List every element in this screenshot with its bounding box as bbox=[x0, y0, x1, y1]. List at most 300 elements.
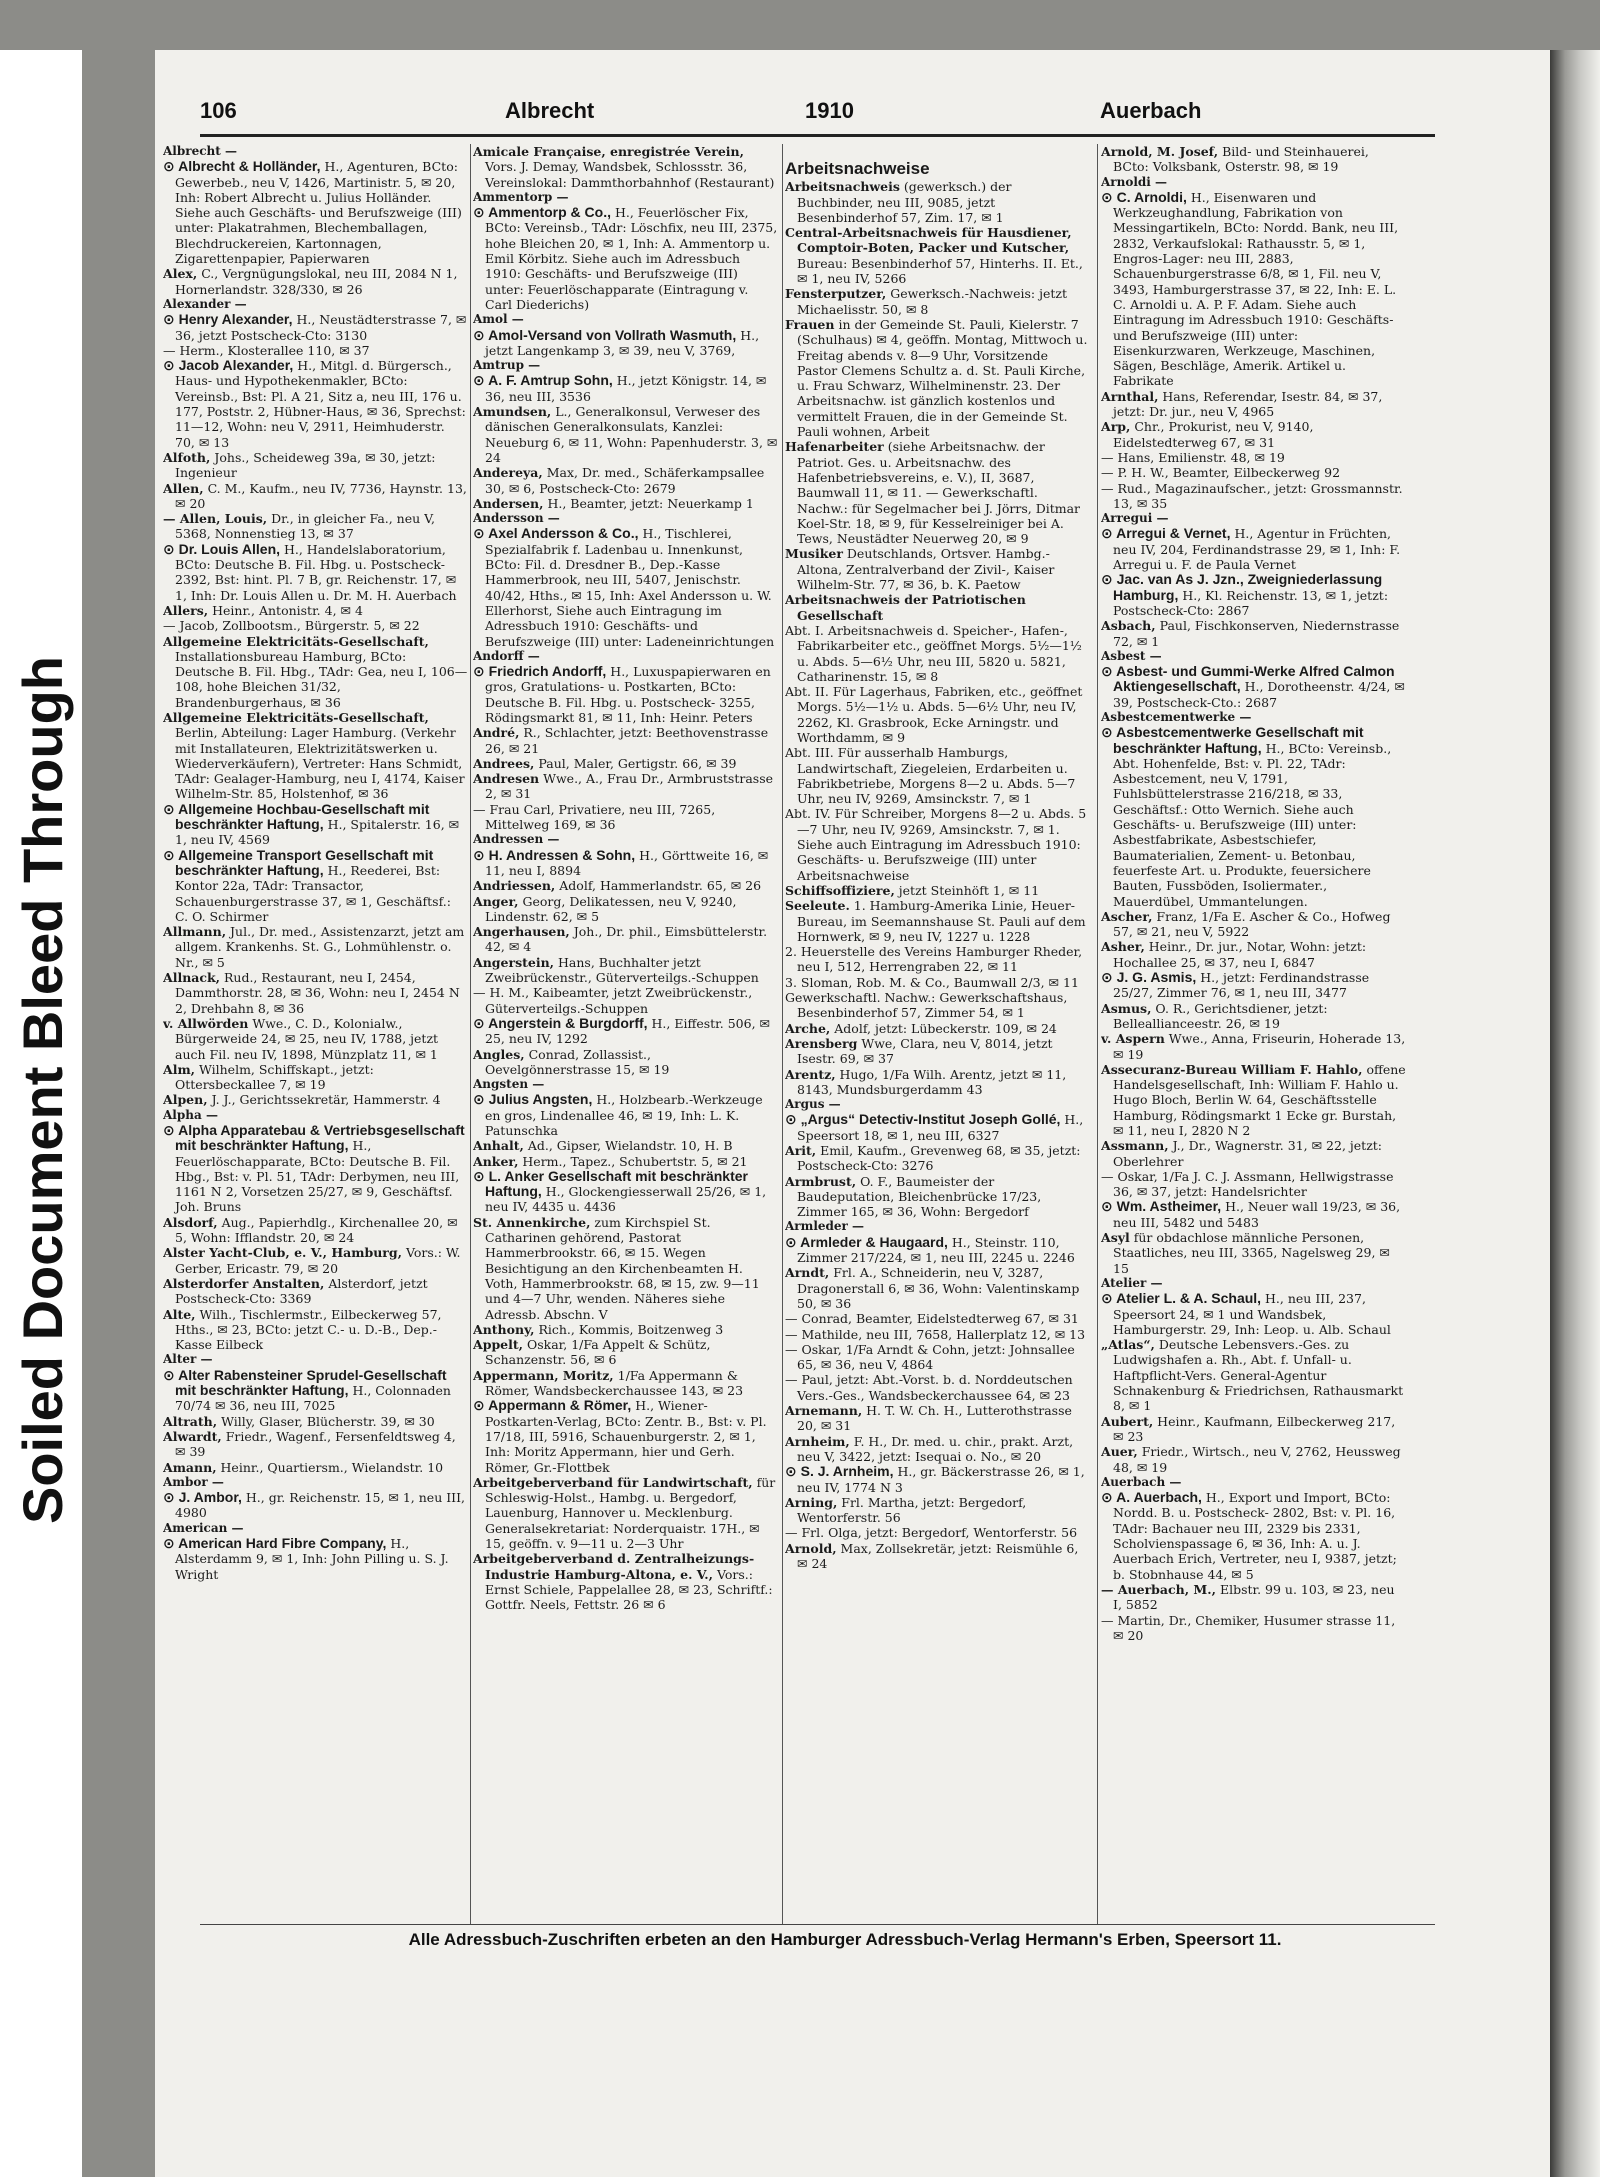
entry-name: ⊙ Allgemeine Hochbau-Gesellschaft mit beschränkter Haftung, bbox=[163, 800, 430, 833]
entry-heading: Arnoldi — bbox=[1101, 174, 1168, 189]
entry-details: H., Spitalerstr. 16, ✉ 1, neu IV, 4569 bbox=[175, 817, 460, 848]
entry-name: Arnemann, bbox=[785, 1403, 863, 1419]
entry-details: Emil, Kaufm., Grevenweg 68, ✉ 35, jetzt: Postscheck-Cto: 3276 bbox=[797, 1143, 1081, 1174]
entry-name: Arndt, bbox=[785, 1265, 830, 1281]
entry-details: L., Generalkonsul, Verweser des dänischen Generalkonsulats, Kanzlei: Neueburg 6, ✉ 11, Wohn: Papenhuderstr. 3, ✉ 24 bbox=[485, 404, 778, 465]
directory-entry bbox=[785, 806, 1090, 882]
entry-name: ⊙ J. G. Asmis, bbox=[1101, 969, 1197, 986]
entry-name: Arnold, M. Josef, bbox=[1101, 144, 1219, 159]
directory-entry bbox=[785, 1434, 1090, 1465]
entry-name: Central-Arbeitsnachweis für Hausdiener, Comptoir-Boten, Packer und Kutscher, bbox=[785, 225, 1072, 256]
directory-entry bbox=[473, 924, 778, 955]
entry-name: ⊙ S. J. Arnheim, bbox=[785, 1463, 894, 1480]
directory-entry bbox=[163, 1092, 468, 1107]
directory-entry bbox=[473, 848, 778, 879]
directory-entry bbox=[1101, 1169, 1406, 1200]
directory-entry bbox=[1101, 190, 1406, 389]
entry-details: Wilh., Tischlermstr., Eilbeckerweg 57, Hths., ✉ 23, BCto: jetzt C.- u. D.-B., Dep.-Kasse Eilbeck bbox=[175, 1306, 442, 1353]
entry-heading: Alpha — bbox=[163, 1107, 218, 1122]
entry-name: Arnheim, bbox=[785, 1433, 850, 1449]
header-year: 1910 bbox=[805, 98, 854, 123]
entry-name: Arnold, bbox=[785, 1540, 837, 1556]
entry-name: ⊙ Amol-Versand von Vollrath Wasmuth, bbox=[473, 326, 737, 343]
column-1 bbox=[163, 144, 468, 1924]
entry-name: ⊙ C. Arnoldi, bbox=[1101, 188, 1187, 205]
page-footer: Alle Adressbuch-Zuschriften erbeten an den Hamburger Adressbuch-Verlag Hermann's Erben, Speersort 11. bbox=[408, 1930, 1282, 1949]
directory-entry bbox=[785, 623, 1090, 684]
entry-details: H., Agenturen, BCto: Gewerbeb., neu V, 1426, Martinistr. 5, ✉ 20, Inh: Robert Albrecht u. Julius Holländer. Siehe auch Geschäfts- und Berufszweige (III) unter: Plakatrahmen, Blechemballagen, Blechdruckereien, Kartonnagen, Zigarettenpapier, Papierwaren bbox=[175, 159, 462, 267]
entry-name: Schiffsoffiziere, bbox=[785, 882, 895, 898]
entry-name: Arbeitgeberverband für Landwirtschaft, bbox=[473, 1474, 753, 1490]
directory-entry bbox=[473, 1475, 778, 1551]
entry-details: Herm., Tapez., Schubertstr. 5, ✉ 21 bbox=[518, 1153, 748, 1169]
entry-name: Anker, bbox=[473, 1153, 519, 1169]
directory-entry bbox=[163, 1429, 468, 1460]
directory-entry bbox=[163, 450, 468, 481]
entry-details: H., Steinstr. 110, Zimmer 217/224, ✉ 1, neu III, 2245 u. 2246 bbox=[797, 1234, 1075, 1266]
directory-entry bbox=[473, 1337, 778, 1368]
entry-name: ⊙ A. Auerbach, bbox=[1101, 1489, 1202, 1506]
entry-name: Frauen bbox=[785, 316, 835, 332]
entry-details: H., Luxuspapierwaren en gros, Gratulations- u. Postkarten, BCto: Deutsche B. Fil. Hbg. u. Postscheck- 3255, Rödingsmarkt 81, ✉ 11, Inh: Heinr. Peters bbox=[485, 664, 771, 725]
entry-name: Assmann, bbox=[1101, 1138, 1169, 1154]
entry-name: Arensberg bbox=[785, 1035, 858, 1051]
directory-entry bbox=[785, 975, 1090, 990]
column-rule bbox=[470, 144, 471, 1924]
directory-entry bbox=[163, 1490, 468, 1521]
entry-details: — Paul, jetzt: Abt.-Vorst. b. d. Norddeutschen Vers.-Ges., Wandsbeckerchaussee 64, ✉ 23 bbox=[785, 1372, 1073, 1403]
entry-name: ⊙ Alter Rabensteiner Sprudel-Gesellschaft mit beschränkter Haftung, bbox=[163, 1366, 447, 1399]
entry-details: H., Beamter, jetzt: Neuerkamp 1 bbox=[543, 495, 754, 511]
side-label: Soiled Document Bleed Through bbox=[11, 655, 74, 1525]
directory-entry bbox=[163, 511, 468, 542]
directory-entry bbox=[785, 286, 1090, 317]
entry-details: 1. Hamburg-Amerika Linie, Heuer-Bureau, im Seemannshause St. Pauli auf dem Hornwerk, ✉ 9, neu IV, 1227 u. 1228 bbox=[797, 898, 1086, 944]
directory-entry bbox=[163, 343, 468, 358]
entry-details: H., Feuerlöscher Fix, BCto: Vereinsb., TAdr: Löschfix, neu III, 2375, hohe Bleichen 20, ✉ 1, Inh: A. Ammentorp u. Emil Körbitz. Siehe auch im Adressbuch 1910: Geschäfts- und Berufszweige (III) unter: Feuerlöschapparate (Eintragung v. Carl Diederichs) bbox=[485, 205, 778, 312]
directory-entry bbox=[1101, 664, 1406, 710]
entry-details: H., Dorotheenstr. 4/24, ✉ 39, Postscheck-Cto.: 2687 bbox=[1113, 679, 1405, 710]
entry-heading: Alexander — bbox=[163, 296, 247, 311]
directory-entry bbox=[785, 944, 1090, 975]
entry-details: Wwe., Anna, Friseurin, Hoherade 13, ✉ 19 bbox=[1113, 1031, 1406, 1062]
entry-details: — Frl. Olga, jetzt: Bergedorf, Wentorferstr. 56 bbox=[785, 1525, 1078, 1541]
entry-name: ⊙ Jacob Alexander, bbox=[163, 357, 294, 374]
directory-entry bbox=[785, 1036, 1090, 1067]
entry-name: Anger, bbox=[473, 893, 519, 909]
entry-details: Jul., Dr. med., Assistenzarzt, jetzt am allgem. Krankenhs. St. G., Lohmühlenstr. o. Nr., ✉ 5 bbox=[175, 924, 465, 970]
directory-entry bbox=[473, 771, 778, 802]
page-edge-shadow bbox=[1550, 50, 1600, 2177]
directory-entry bbox=[1101, 939, 1406, 970]
entry-details: Rud., Restaurant, neu I, 2454, Dammthorstr. 28, ✉ 36, Wohn: neu I, 2454 N 2, Drehbahn 8, ✉ 36 bbox=[175, 970, 460, 1016]
entry-name: Alte, bbox=[163, 1306, 196, 1322]
entry-name: ⊙ Asbest- und Gummi-Werke Alfred Calmon Aktiengesellschaft, bbox=[1101, 663, 1395, 695]
header-right-word: Auerbach bbox=[1100, 98, 1202, 123]
entry-details: — Oskar, 1/Fa Arndt & Cohn, jetzt: Johnsallee 65, ✉ 36, neu V, 4864 bbox=[785, 1341, 1075, 1373]
entry-details: Berlin, Abteilung: Lager Hamburg. (Verkehr mit Installateuren, Elektrizitätswerken u. Wiederverkäufern), Vertreter: Hans Schmidt, TAdr: Gealager-Hamburg, neu I, 4174, Kaiser Wilhelm-Str. 85, Holstenhof, ✉ 36 bbox=[175, 725, 465, 802]
entry-details: Willy, Glaser, Blücherstr. 39, ✉ 30 bbox=[217, 1413, 435, 1429]
entry-details: — H. M., Kaibeamter, jetzt Zweibrückenstr., Güterverteilgs.-Schuppen bbox=[473, 985, 753, 1016]
directory-entry bbox=[473, 756, 778, 771]
entry-details: Wilhelm, Schiffskapt., jetzt: Ottersbeckallee 7, ✉ 19 bbox=[175, 1061, 374, 1093]
entry-name: Anthony, bbox=[473, 1321, 535, 1337]
entry-details: H., gr. Reichenstr. 15, ✉ 1, neu III, 4980 bbox=[175, 1490, 466, 1521]
directory-entry bbox=[163, 358, 468, 450]
entry-details: C. M., Kaufm., neu IV, 7736, Haynstr. 13, ✉ 20 bbox=[175, 480, 467, 511]
entry-details: — Mathilde, neu III, 7658, Hallerplatz 12, ✉ 13 bbox=[785, 1326, 1086, 1342]
header-rule bbox=[200, 134, 1435, 137]
directory-entry bbox=[473, 1551, 778, 1612]
entry-name: Amann, bbox=[163, 1459, 217, 1475]
entry-details: Friedr., Wagenf., Fersenfeldtsweg 4, ✉ 39 bbox=[175, 1428, 456, 1460]
directory-entry bbox=[785, 898, 1090, 944]
directory-entry bbox=[1101, 465, 1406, 480]
directory-entry bbox=[473, 1092, 778, 1138]
entry-name: Angerstein, bbox=[473, 954, 555, 970]
directory-entry bbox=[473, 1016, 778, 1047]
entry-details: Oskar, 1/Fa Appelt & Schütz, Schanzenstr. 56, ✉ 6 bbox=[485, 1337, 711, 1368]
side-banner bbox=[0, 50, 82, 2177]
directory-entry bbox=[473, 955, 778, 986]
directory-entry bbox=[163, 312, 468, 343]
directory-entry bbox=[163, 618, 468, 633]
entry-name: Arentz, bbox=[785, 1066, 836, 1082]
entry-details: Wwe, Clara, neu V, 8014, jetzt Isestr. 69, ✉ 37 bbox=[797, 1035, 1053, 1067]
directory-entry bbox=[473, 526, 778, 648]
directory-entry bbox=[785, 1541, 1090, 1572]
entry-name: ⊙ Ammentorp & Co., bbox=[473, 204, 611, 221]
entry-details: H., Alsterdamm 9, ✉ 1, Inh: John Pilling u. S. J. Wright bbox=[175, 1536, 449, 1582]
directory-entry bbox=[1101, 1414, 1406, 1445]
entry-name: Allnack, bbox=[163, 970, 221, 986]
entry-name: Alster Yacht-Club, e. V., Hamburg, bbox=[163, 1245, 402, 1261]
entry-name: Andrees, bbox=[473, 755, 535, 771]
entry-name: Hafenarbeiter bbox=[785, 439, 884, 455]
entry-name: Andersen, bbox=[473, 495, 544, 511]
entry-details: Abt. I. Arbeitsnachweis d. Speicher-, Hafen-, Fabrikarbeiter etc., geöffnet Morgs. 5½—1½ u. Abds. 5—6½ Uhr, neu III, 5820 u. 5821, Catharinenstr. 15, ✉ 8 bbox=[785, 622, 1082, 684]
entry-name: Alex, bbox=[163, 266, 198, 282]
directory-entry bbox=[163, 1307, 468, 1353]
directory-entry bbox=[1101, 725, 1406, 909]
directory-entry bbox=[1101, 1490, 1406, 1582]
directory-entry bbox=[473, 985, 778, 1016]
directory-entry bbox=[473, 802, 778, 833]
entry-heading: Ambor — bbox=[163, 1474, 224, 1489]
entry-details: (siehe Arbeitsnachw. der Patriot. Ges. u. Arbeitsnachw. des Hafenbetriebsvereins, e. V.), II, 3687, Baumwall 11, ✉ 11. — Gewerkschaftl. Nachw.: für Segelmacher bei J. Jörrs, Ditmar Koel-Str. 18, ✉ 9, für Kesselreiniger bei A. Tews, Neustädter Neuerweg 20, ✉ 9 bbox=[797, 439, 1081, 547]
directory-entry bbox=[1101, 419, 1406, 450]
entry-heading: Argus — bbox=[785, 1097, 841, 1112]
directory-entry bbox=[785, 546, 1090, 592]
directory-entry bbox=[1101, 1582, 1406, 1613]
directory-entry bbox=[163, 710, 468, 802]
entry-details: Installationsbureau Hamburg, BCto: Deutsche B. Fil. Hbg., TAdr: Gea, neu I, 106—108, hohe Bleichen 31/32, Brandenburgerhaus, ✉ 36 bbox=[175, 648, 468, 710]
entry-details: Wwe., A., Frau Dr., Armbruststrasse 2, ✉ 31 bbox=[485, 771, 774, 802]
directory-entry bbox=[473, 878, 778, 893]
entry-heading: American — bbox=[163, 1520, 244, 1535]
entry-details: H., BCto: Vereinsb., Abt. Hohenfelde, Bst: v. Pl. 22, TAdr: Asbestcement, neu V, 1791, Fuhlsbüttelerstrasse 216/218, ✉ 33, Geschäftsf.: Otto Wernich. Siehe auch Geschäfts- u. Berufszweige (III) unter: Asbestfabrikate, Asbestschiefer, Baumaterialien, Zement- u. Betonbau, feuerfeste Art. u. Produkte, feuersichere Bauten, Fussböden, Isoliermater., Mauerdübel, Ummantelungen. bbox=[1113, 740, 1392, 909]
entry-name: — Auerbach, M., bbox=[1101, 1581, 1216, 1597]
entry-name: Armbrust, bbox=[785, 1173, 857, 1189]
directory-entry bbox=[785, 1265, 1090, 1311]
directory-entry bbox=[785, 1112, 1090, 1143]
entry-details: H., Mitgl. d. Bürgersch., Haus- und Hypothekenmakler, BCto: Vereinsb., Bst: Pl. A 21, Sitz a, neu III, 176 u. 177, Poststr. 2, Hübner-Haus, ✉ 36, Sprechst: 11—12, Wohn: neu V, 2911, Heimhuderstr. 70, ✉ 13 bbox=[175, 358, 466, 450]
directory-entry bbox=[1101, 1199, 1406, 1230]
directory-entry bbox=[785, 225, 1090, 286]
entry-details: Paul, Maler, Gertigstr. 66, ✉ 39 bbox=[534, 755, 737, 771]
entry-details: H., Görttweite 16, ✉ 11, neu I, 8894 bbox=[485, 847, 769, 878]
directory-entry bbox=[473, 404, 778, 465]
entry-details: zum Kirchspiel St. Catharinen gehörend, Pastorat Hammerbrookstr. 66, ✉ 15. Wegen Besichtigung an den Kirchenbeamten H. Voth, Hammerbrookstr. 68, ✉ 15, zw. 9—11 und 4—7 Uhr, wenden. Näheres siehe Adressb. Abschn. V bbox=[485, 1214, 760, 1322]
entry-name: ⊙ Albrecht & Holländer, bbox=[163, 158, 321, 175]
entry-details: — Hans, Emilienstr. 48, ✉ 19 bbox=[1101, 449, 1285, 465]
entry-details: H., Export und Import, BCto: Nordd. B. u. Postscheck- 2802, Bst: v. Pl. 16, TAdr: Bachauer neu III, 2329 bis 2331, Scholvienspassage 6, ✉ 36, Inh: A. u. J. Auerbach Erich, Vertreter, neu I, 9387, jetzt; b. Stobnhause 44, ✉ 5 bbox=[1113, 1490, 1397, 1582]
directory-entry bbox=[785, 1021, 1090, 1036]
entry-name: „Atlas“, bbox=[1101, 1337, 1155, 1353]
entry-details: J., Dr., Wagnerstr. 31, ✉ 22, jetzt: Oberlehrer bbox=[1113, 1138, 1383, 1169]
directory-entry bbox=[473, 1047, 778, 1078]
directory-entry bbox=[473, 373, 778, 404]
directory-entry bbox=[473, 1215, 778, 1322]
entry-details: H., Eiffestr. 506, ✉ 25, neu IV, 1292 bbox=[485, 1015, 771, 1047]
entry-name: Alfoth, bbox=[163, 449, 211, 465]
entry-name: Seeleute. bbox=[785, 898, 850, 914]
directory-entry bbox=[785, 1067, 1090, 1098]
directory-entry bbox=[163, 1245, 468, 1276]
directory-entry bbox=[473, 465, 778, 496]
entry-name: Altrath, bbox=[163, 1413, 218, 1429]
entry-name: ⊙ Angerstein & Burgdorff, bbox=[473, 1014, 648, 1031]
entry-details: — Frau Carl, Privatiere, neu III, 7265, Mittelweg 169, ✉ 36 bbox=[473, 801, 716, 833]
column-rule bbox=[1097, 144, 1098, 1924]
entry-details: Hans, Buchhalter jetzt Zweibrückenstr., Güterverteilgs.-Schuppen bbox=[485, 954, 759, 986]
entry-details: Heinr., Kaufmann, Eilbeckerweg 217, ✉ 23 bbox=[1113, 1413, 1396, 1444]
directory-entry bbox=[473, 1398, 778, 1474]
entry-heading: Asbestcementwerke — bbox=[1101, 709, 1252, 724]
directory-entry bbox=[473, 725, 778, 756]
entry-details: Chr., Prokurist, neu V, 9140, Eidelstedterweg 67, ✉ 31 bbox=[1113, 419, 1314, 450]
directory-entry bbox=[163, 1460, 468, 1475]
entry-name: Anhalt, bbox=[473, 1138, 524, 1154]
entry-name: Arbeitgeberverband d. Zentralheizungs-Industrie Hamburg-Altona, e. V., bbox=[473, 1551, 755, 1582]
directory-entry bbox=[163, 1062, 468, 1093]
entry-name: Allers, bbox=[163, 602, 209, 618]
entry-details: jetzt Steinhöft 1, ✉ 11 bbox=[894, 882, 1040, 898]
entry-details: H., gr. Bäckerstrasse 26, ✉ 1, neu IV, 1774 N 3 bbox=[797, 1464, 1085, 1495]
entry-details: Hugo, 1/Fa Wilh. Arentz, jetzt ✉ 11, 8143, Mundsburgerdamm 43 bbox=[797, 1066, 1067, 1097]
entry-details: C., Vergnügungslokal, neu III, 2084 N 1, Hornerlandstr. 328/330, ✉ 26 bbox=[175, 266, 458, 297]
entry-details: Abt. III. Für ausserhalb Hamburgs, Landwirtschaft, Ziegeleien, Erdarbeiten u. Fabrikbetriebe, Morgens 8—2 u. Abds. 5—7 Uhr, neu IV, 9269, Amsinckstr. 7, ✉ 1 bbox=[785, 745, 1076, 807]
entry-name: Arning, bbox=[785, 1494, 838, 1510]
entry-details: H., Neuer wall 19/23, ✉ 36, neu III, 5482 und 5483 bbox=[1113, 1199, 1401, 1230]
entry-name: ⊙ „Argus“ Detectiv-Institut Joseph Gollé, bbox=[785, 1111, 1061, 1128]
entry-details: H. T. W. Ch. H., Lutterothstrasse 20, ✉ 31 bbox=[797, 1403, 1072, 1434]
directory-entry bbox=[473, 1154, 778, 1169]
entry-details: O. F., Baumeister der Baudeputation, Bleichenbrücke 17/23, Zimmer 165, ✉ 36, Wohn: Bergedorf bbox=[797, 1173, 1042, 1220]
directory-entry bbox=[1101, 572, 1406, 618]
entry-details: 1/Fa Appermann & Römer, Wandsbeckerchaussee 143, ✉ 23 bbox=[485, 1367, 744, 1399]
entry-heading: Alter — bbox=[163, 1352, 213, 1367]
directory-entry bbox=[785, 1525, 1090, 1540]
directory-entry bbox=[473, 894, 778, 925]
entry-name: Appelt, bbox=[473, 1337, 524, 1353]
column-3 bbox=[785, 144, 1090, 1924]
directory-entry bbox=[785, 1327, 1090, 1342]
entry-details: (gewerksch.) der Buchbinder, neu III, 9085, jetzt Besenbinderhof 57, Zim. 17, ✉ 1 bbox=[797, 179, 1012, 225]
directory-entry bbox=[473, 1368, 778, 1399]
entry-details: Heinr., Antonistr. 4, ✉ 4 bbox=[208, 602, 363, 618]
entry-name: ⊙ Appermann & Römer, bbox=[473, 1397, 632, 1414]
entry-name: Andriessen, bbox=[473, 878, 556, 894]
entry-details: H., Feuerlöschapparate, BCto: Deutsche B. Fil. Hbg., Bst: v. Pl. 51, TAdr: Derbymen, neu III, 1161 N 2, Vorsetzen 25/27, ✉ 9, Geschäftsf. Joh. Bruns bbox=[175, 1138, 460, 1215]
document-page bbox=[155, 50, 1550, 2177]
entry-name: Amicale Française, enregistrée Verein, bbox=[473, 144, 744, 159]
entry-details: Gewerksch.-Nachweis: jetzt Michaelisstr. 50, ✉ 8 bbox=[797, 286, 1067, 317]
entry-name: Arbeitsnachweis bbox=[785, 179, 900, 195]
entry-details: in der Gemeinde St. Pauli, Kielerstr. 7 (Schulhaus) ✉ 4, geöffn. Montag, Mittwoch u. Freitag abends v. 8—9 Uhr, Vorsitzende Pastor Clemens Schultz a. d. St. Pauli Kirche, u. Frau Schwarz, Wilhelminenstr. 23. Der Arbeitsnachw. ist gänzlich kostenlos und vermittelt Frauen, die in der Gemeinde St. Pauli wohnen, Arbeit bbox=[797, 316, 1088, 440]
directory-entry bbox=[163, 1276, 468, 1307]
entry-name: Amundsen, bbox=[473, 404, 552, 420]
entry-details: Bild- und Steinhauerei, BCto: Volksbank, Osterstr. 98, ✉ 19 bbox=[1113, 144, 1369, 175]
entry-name: Alsterdorfer Anstalten, bbox=[163, 1275, 325, 1291]
entry-details: H., jetzt Langenkamp 3, ✉ 39, neu V, 3769, bbox=[485, 327, 760, 358]
entry-heading: Andersson — bbox=[473, 511, 560, 526]
entry-details: Gewerkschaftl. Nachw.: Gewerkschaftshaus, Besenbinderhof 57, Zimmer 54, ✉ 1 bbox=[785, 990, 1068, 1021]
entry-details: H., jetzt Königstr. 14, ✉ 36, neu III, 3536 bbox=[485, 373, 767, 404]
directory-entry bbox=[473, 144, 778, 190]
entry-details: H., jetzt: Ferdinandstrasse 25/27, Zimmer 76, ✉ 1, neu III, 3477 bbox=[1113, 970, 1370, 1001]
entry-name: Angles, bbox=[473, 1046, 525, 1062]
entry-name: Allen, bbox=[163, 480, 204, 496]
directory-entry bbox=[1101, 526, 1406, 572]
entry-details: — P. H. W., Beamter, Eilbeckerweg 92 bbox=[1101, 465, 1341, 481]
entry-details: Frl. A., Schneiderin, neu V, 3287, Dragonerstall 6, ✉ 36, Wohn: Valentinskamp 50, ✉ 36 bbox=[797, 1265, 1080, 1311]
entry-name: ⊙ Julius Angsten, bbox=[473, 1091, 593, 1108]
entry-name: Asyl bbox=[1101, 1230, 1130, 1246]
entry-details: Deutsche Lebensvers.-Ges. zu Ludwigshafen a. Rh., Abt. f. Unfall- u. Haftpflicht-Vers. General-Agentur Schnakenburg & Friedrichsen, Rathausmarkt 8, ✉ 1 bbox=[1113, 1337, 1404, 1414]
entry-name: ⊙ Armleder & Haugaard, bbox=[785, 1233, 948, 1250]
directory-entry bbox=[163, 802, 468, 848]
entry-name: v. Aspern bbox=[1101, 1031, 1165, 1047]
entry-details: — Herm., Klosterallee 110, ✉ 37 bbox=[163, 342, 370, 358]
directory-entry bbox=[163, 1123, 468, 1215]
directory-entry bbox=[785, 1464, 1090, 1495]
directory-entry bbox=[1101, 618, 1406, 649]
column-4 bbox=[1101, 144, 1406, 1924]
entry-name: ⊙ American Hard Fibre Company, bbox=[163, 1535, 387, 1552]
directory-entry bbox=[163, 1215, 468, 1246]
entry-name: Arp, bbox=[1101, 419, 1131, 435]
entry-name: Arit, bbox=[785, 1143, 817, 1158]
entry-details: Heinr., Quartiersm., Wielandstr. 10 bbox=[216, 1459, 444, 1475]
entry-name: Appermann, Moritz, bbox=[473, 1367, 614, 1383]
directory-entry bbox=[473, 1138, 778, 1153]
directory-entry bbox=[163, 266, 468, 297]
entry-name: André, bbox=[473, 725, 520, 741]
entry-name: Allgemeine Elektricitäts-Gesellschaft, bbox=[163, 709, 429, 725]
directory-entry bbox=[473, 664, 778, 725]
entry-details: Friedr., Wirtsch., neu V, 2762, Heussweg 48, ✉ 19 bbox=[1113, 1444, 1401, 1475]
directory-entry bbox=[785, 1495, 1090, 1526]
directory-entry bbox=[1101, 450, 1406, 465]
entry-name: ⊙ J. Ambor, bbox=[163, 1489, 242, 1506]
entry-details: Hans, Referendar, Isestr. 84, ✉ 37, jetzt: Dr. jur., neu V, 4965 bbox=[1113, 388, 1383, 420]
header-left-word: Albrecht bbox=[505, 98, 595, 123]
entry-name: — Allen, Louis, bbox=[163, 511, 268, 527]
entry-name: Musiker bbox=[785, 546, 843, 562]
entry-name: ⊙ Wm. Astheimer, bbox=[1101, 1198, 1222, 1215]
entry-heading: Amtrup — bbox=[473, 358, 541, 373]
entry-name: ⊙ L. Anker Gesellschaft mit beschränkter Haftung, bbox=[473, 1167, 748, 1200]
directory-entry bbox=[163, 1536, 468, 1582]
entry-details: H., Wiener-Postkarten-Verlag, BCto: Zentr. B., Bst: v. Pl. 17/18, III, 5916, Schauenburgerstr. 2, ✉ 1, Inh: Moritz Appermann, hier und Gerh. Römer, Gr.-Flottbek bbox=[485, 1398, 767, 1475]
entry-name: Auer, bbox=[1101, 1444, 1138, 1460]
directory-entry bbox=[1101, 1230, 1406, 1276]
directory-entry bbox=[785, 1403, 1090, 1434]
directory-entry bbox=[785, 883, 1090, 898]
directory-entry bbox=[473, 1169, 778, 1215]
directory-entry bbox=[785, 990, 1090, 1021]
entry-name: Arche, bbox=[785, 1020, 831, 1036]
directory-entry bbox=[163, 924, 468, 970]
entry-name: Allmann, bbox=[163, 924, 227, 940]
entry-details: F. H., Dr. med. u. chir., prakt. Arzt, neu V, 3422, jetzt: Isequai o. No., ✉ 20 bbox=[797, 1433, 1074, 1464]
directory-entry bbox=[1101, 481, 1406, 512]
entry-details: Vors. J. Demay, Wandsbek, Schlossstr. 36, Vereinslokal: Dammthorbahnhof (Restaurant) bbox=[485, 159, 775, 190]
entry-details: Vors.: W. Gerber, Ericastr. 79, ✉ 20 bbox=[175, 1245, 461, 1276]
entry-name: Asmus, bbox=[1101, 1000, 1152, 1016]
entry-details: Abt. IV. Für Schreiber, Morgens 8—2 u. Abds. 5—7 Uhr, neu IV, 9269, Amsinckstr. 7, ✉ 1. Siehe auch Eintragung im Adressbuch 1910: Geschäfts- u. Berufszweige (III) unter Arbeitsnachweise bbox=[785, 806, 1087, 883]
entry-details: für Schleswig-Holst., Hambg. u. Bergedorf, Lauenburg, Hannover u. Mecklenburg. Generalsekretariat: Norderquaistr. 17H., ✉ 15, geöffn. v. 9—11 u. 2—3 Uhr bbox=[485, 1474, 776, 1552]
entry-details: H., Glockengiesserwall 25/26, ✉ 1, neu IV, 4435 u. 4436 bbox=[485, 1184, 767, 1215]
entry-name: ⊙ Atelier L. & A. Schaul, bbox=[1101, 1290, 1262, 1307]
page-number: 106 bbox=[200, 98, 237, 123]
entry-name: Ascher, bbox=[1101, 908, 1153, 924]
directory-entry bbox=[163, 970, 468, 1016]
directory-entry bbox=[1101, 1613, 1406, 1644]
directory-entry bbox=[785, 592, 1090, 623]
directory-entry bbox=[473, 328, 778, 359]
entry-heading: Atelier — bbox=[1101, 1275, 1163, 1290]
directory-entry bbox=[785, 745, 1090, 806]
entry-details: — Martin, Dr., Chemiker, Husumer strasse 11, ✉ 20 bbox=[1101, 1612, 1396, 1643]
directory-entry bbox=[163, 159, 468, 266]
entry-details: H., Colonnaden 70/74 ✉ 36, neu III, 7025 bbox=[175, 1383, 451, 1414]
entry-details: Paul, Fischkonserven, Niedernstrasse 72, ✉ 1 bbox=[1113, 618, 1400, 649]
entry-name: ⊙ Axel Andersson & Co., bbox=[473, 525, 639, 542]
entry-details: R., Schlachter, jetzt: Beethovenstrasse 26, ✉ 21 bbox=[485, 725, 769, 756]
directory-entry bbox=[785, 317, 1090, 439]
directory-entry bbox=[1101, 389, 1406, 420]
entry-heading: Asbest — bbox=[1101, 648, 1162, 663]
entry-details: Max, Zollsekretär, jetzt: Reismühle 6, ✉ 24 bbox=[797, 1540, 1079, 1572]
entry-details: H., Speersort 18, ✉ 1, neu III, 6327 bbox=[797, 1112, 1084, 1143]
entry-heading: Arregui — bbox=[1101, 511, 1169, 526]
entry-details: offene Handelsgesellschaft, Inh: William F. Hahlo u. Hugo Bloch, Berlin W. 64, Geschäftsstelle Hamburg, Rödingsmarkt 1 Ecke gr. Burstah, ✉ 11, neu I, 2820 N 2 bbox=[1113, 1061, 1406, 1138]
entry-name: Assecuranz-Bureau William F. Hahlo, bbox=[1101, 1061, 1363, 1077]
entry-details: — Conrad, Beamter, Eidelstedterweg 67, ✉ 31 bbox=[785, 1311, 1079, 1327]
directory-entry bbox=[163, 848, 468, 924]
column-2 bbox=[473, 144, 778, 1924]
entry-name: Alm, bbox=[163, 1061, 196, 1077]
entry-heading: Andorff — bbox=[473, 648, 540, 663]
entry-name: Alpen, bbox=[163, 1092, 208, 1108]
section-title: Arbeitsnachweise bbox=[785, 159, 930, 178]
entry-details: H., Handelslaboratorium, BCto: Deutsche B. Fil. Hbg. u. Postscheck- 2392, Bst: hint. Pl. 7 B, gr. Reichenstr. 17, ✉ 1, Inh: Dr. Louis Allen u. Dr. M. H. Auerbach bbox=[175, 541, 457, 603]
entry-name: ⊙ Alpha Apparatebau & Vertriebsgesellschaft mit beschränkter Haftung, bbox=[163, 1122, 465, 1154]
entry-details: Adolf, Hammerlandstr. 65, ✉ 26 bbox=[555, 878, 762, 894]
entry-details: H., neu III, 237, Speersort 24, ✉ 1 und Wandsbek, Hamburgerstr. 29, Inh: Leop. u. Alb. Schaul bbox=[1113, 1291, 1391, 1337]
